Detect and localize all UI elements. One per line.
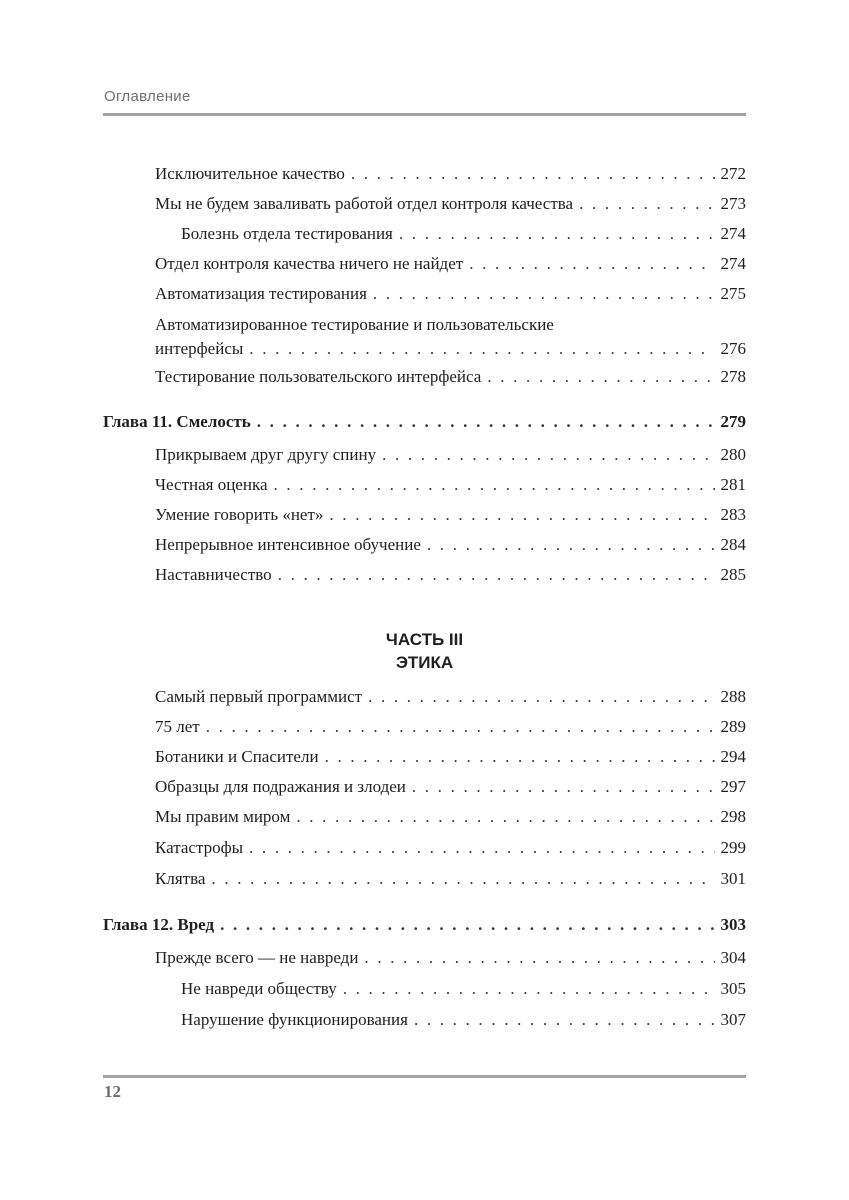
toc-entry[interactable] (155, 776, 746, 800)
toc-entry-page: 307 (720, 1010, 746, 1029)
dot-leader (412, 776, 715, 798)
dot-leader (364, 947, 714, 969)
toc-subentry[interactable] (181, 978, 746, 1002)
toc-entry-title: Честная оценка (155, 475, 268, 494)
toc-entry-page: 299 (720, 838, 746, 857)
toc-entry-title: Прикрываем друг другу спину (155, 445, 377, 464)
chapter-title: Глава 11. Смелость (103, 412, 251, 431)
toc-entry[interactable] (155, 947, 746, 971)
toc-entry-title-line1: Автоматизированное тестирование и пользовательские (155, 315, 554, 334)
chapter-page: 303 (720, 915, 746, 934)
toc-subentry[interactable] (181, 223, 746, 247)
toc-entry-title: Исключительное качество (155, 164, 345, 183)
dot-leader (469, 253, 714, 275)
toc-entry-page: 280 (720, 445, 746, 464)
toc-entry-title-line2: интерфейсы (155, 339, 244, 358)
toc-entry[interactable] (155, 163, 746, 187)
dot-leader (278, 564, 715, 586)
page-number: 12 (104, 1082, 121, 1101)
toc-entry-page: 276 (720, 339, 746, 358)
toc-entry[interactable] (155, 366, 746, 390)
toc-entry[interactable] (155, 746, 746, 770)
toc-entry-page: 289 (720, 717, 746, 736)
dot-leader (382, 444, 714, 466)
toc-entry-title: Ботаники и Спасители (155, 747, 319, 766)
dot-leader (351, 163, 715, 185)
chapter-page: 279 (720, 412, 746, 431)
toc-entry-page: 284 (720, 535, 746, 554)
dot-leader (487, 366, 714, 388)
toc-entry-title: Болезнь отдела тестирования (181, 224, 393, 243)
toc-entry-title: Непрерывное интенсивное обучение (155, 535, 421, 554)
dot-leader (211, 868, 714, 890)
toc-entry[interactable] (155, 474, 746, 498)
dot-leader (579, 193, 714, 215)
dot-leader (368, 686, 714, 708)
toc-entry[interactable] (155, 806, 746, 830)
dot-leader (325, 746, 715, 768)
dot-leader (329, 504, 714, 526)
toc-entry-page: 297 (720, 777, 746, 796)
toc-entry-page: 288 (720, 687, 746, 706)
header-rule (103, 113, 746, 116)
toc-entry-title: Нарушение функционирования (181, 1010, 408, 1029)
toc-entry-page: 272 (720, 164, 746, 183)
part-title: ЭТИКА (395, 653, 454, 672)
toc-entry-title: Наставничество (155, 565, 272, 584)
dot-leader (249, 337, 714, 361)
dot-leader (414, 1009, 715, 1031)
toc-entry[interactable] (155, 837, 746, 861)
toc-entry-page: 298 (720, 807, 746, 826)
running-header: Оглавление (104, 88, 191, 105)
toc-entry[interactable] (155, 253, 746, 277)
toc-entry-title: Отдел контроля качества ничего не найдет (155, 254, 464, 273)
toc-entry-title: Автоматизация тестирования (155, 284, 367, 303)
toc-chapter[interactable] (103, 914, 746, 938)
toc-entry-page: 301 (720, 869, 746, 888)
toc-entry-title: Мы правим миром (155, 807, 291, 826)
toc-entry-page: 305 (720, 979, 746, 998)
toc-subentry[interactable] (181, 1009, 746, 1033)
toc-entry-page: 275 (720, 284, 746, 303)
toc-entry-title: Умение говорить «нет» (155, 505, 324, 524)
toc-entry[interactable] (155, 868, 746, 892)
dot-leader (343, 978, 715, 1000)
part-label: ЧАСТЬ III (385, 630, 464, 649)
toc-entry-title: Прежде всего — не навреди (155, 948, 359, 967)
toc-entry-title: Тестирование пользовательского интерфейса (155, 367, 482, 386)
toc-entry-title: Не навреди обществу (181, 979, 337, 998)
dot-leader (220, 914, 714, 936)
toc-chapter[interactable] (103, 411, 746, 435)
dot-leader (249, 837, 714, 859)
toc-entry[interactable] (155, 313, 746, 363)
dot-leader (257, 411, 715, 433)
chapter-title: Глава 12. Вред (103, 915, 215, 934)
dot-leader (399, 223, 715, 245)
toc-entry[interactable] (155, 534, 746, 558)
toc-entry-page: 294 (720, 747, 746, 766)
toc-entry-page: 278 (720, 367, 746, 386)
footer-rule (103, 1075, 746, 1078)
toc-entry[interactable] (155, 193, 746, 217)
toc-entry-title: Клятва (155, 869, 206, 888)
toc-entry-page: 274 (720, 224, 746, 243)
toc-entry-page: 285 (720, 565, 746, 584)
toc-entry[interactable] (155, 564, 746, 588)
toc-entry-title: 75 лет (155, 717, 200, 736)
toc-entry[interactable] (155, 716, 746, 740)
toc-entry-title: Самый первый программист (155, 687, 363, 706)
toc-entry[interactable] (155, 504, 746, 528)
toc-entry-title: Катастрофы (155, 838, 244, 857)
toc-entry-page: 304 (720, 948, 746, 967)
dot-leader (274, 474, 715, 496)
dot-leader (296, 806, 714, 828)
toc-entry[interactable] (155, 686, 746, 710)
dot-leader (206, 716, 715, 738)
dot-leader (373, 283, 715, 305)
toc-entry-page: 274 (720, 254, 746, 273)
toc-entry[interactable] (155, 444, 746, 468)
toc-entry-page: 281 (720, 475, 746, 494)
toc-entry[interactable] (155, 283, 746, 307)
toc-entry-page: 273 (720, 194, 746, 213)
toc-entry-title: Образцы для подражания и злодеи (155, 777, 406, 796)
toc-entry-title: Мы не будем заваливать работой отдел контроля качества (155, 194, 574, 213)
toc-entry-page: 283 (720, 505, 746, 524)
dot-leader (427, 534, 715, 556)
